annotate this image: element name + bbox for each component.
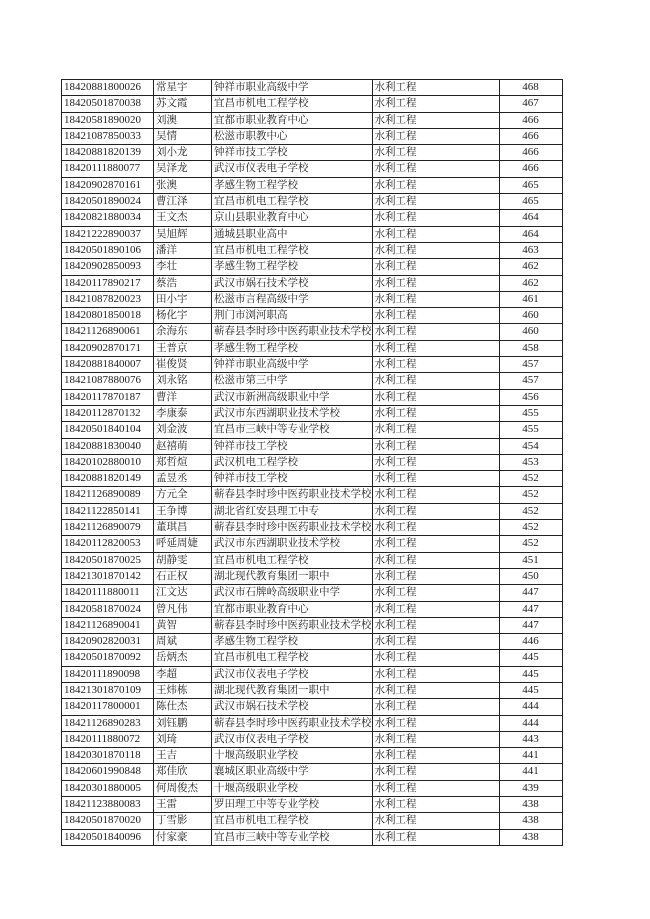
score-cell: 456 — [499, 389, 562, 405]
school-cell: 十堰高级职业学校 — [212, 748, 373, 764]
student-name-cell: 刘金波 — [154, 422, 212, 438]
school-cell: 蕲春县李时珍中医药职业技术学校 — [212, 487, 373, 503]
score-cell: 466 — [499, 145, 562, 161]
table-row — [62, 552, 563, 568]
school-cell: 孝感生物工程学校 — [212, 340, 373, 356]
major-cell: 水利工程 — [372, 422, 499, 438]
student-name-cell: 李壮 — [154, 259, 212, 275]
score-cell: 452 — [499, 520, 562, 536]
student-name-cell: 王吉 — [154, 748, 212, 764]
candidate-id-cell: 18421301870109 — [62, 682, 154, 698]
candidate-id-cell: 18420581870024 — [62, 601, 154, 617]
student-name-cell: 丁雪影 — [154, 813, 212, 829]
score-cell: 445 — [499, 682, 562, 698]
student-name-cell: 岳炳杰 — [154, 650, 212, 666]
score-cell: 444 — [499, 715, 562, 731]
candidate-id-cell: 18420117870187 — [62, 389, 154, 405]
school-cell: 宜都市职业教育中心 — [212, 601, 373, 617]
table-row — [62, 764, 563, 780]
student-name-cell: 李康泰 — [154, 405, 212, 421]
student-name-cell: 赵禧萌 — [154, 438, 212, 454]
candidate-id-cell: 18420111890098 — [62, 666, 154, 682]
student-name-cell: 王文杰 — [154, 210, 212, 226]
student-name-cell: 郑佳欣 — [154, 764, 212, 780]
major-cell: 水利工程 — [372, 503, 499, 519]
student-name-cell: 王炜栋 — [154, 682, 212, 698]
candidate-id-cell: 18421087850033 — [62, 128, 154, 144]
major-cell: 水利工程 — [372, 813, 499, 829]
table-row — [62, 80, 563, 96]
student-name-cell: 胡静雯 — [154, 552, 212, 568]
score-cell: 461 — [499, 291, 562, 307]
student-name-cell: 郑哲煊 — [154, 454, 212, 470]
score-cell: 453 — [499, 454, 562, 470]
candidate-id-cell: 18421087820023 — [62, 291, 154, 307]
major-cell: 水利工程 — [372, 80, 499, 96]
student-name-cell: 刘钰鹏 — [154, 715, 212, 731]
score-cell: 447 — [499, 617, 562, 633]
candidate-id-cell: 18420902870171 — [62, 340, 154, 356]
table-row — [62, 373, 563, 389]
table-row — [62, 585, 563, 601]
candidate-id-cell: 18420301870118 — [62, 748, 154, 764]
school-cell: 武汉市新洲高级职业中学 — [212, 389, 373, 405]
table-row — [62, 324, 563, 340]
student-name-cell: 付家豪 — [154, 829, 212, 845]
major-cell: 水利工程 — [372, 340, 499, 356]
school-cell: 湖北现代教育集团一职中 — [212, 682, 373, 698]
table-row — [62, 601, 563, 617]
table-row — [62, 650, 563, 666]
score-cell: 447 — [499, 601, 562, 617]
table-row — [62, 194, 563, 210]
candidate-id-cell: 18420581890020 — [62, 112, 154, 128]
score-cell: 438 — [499, 829, 562, 845]
candidate-id-cell: 18421222890037 — [62, 226, 154, 242]
score-cell: 441 — [499, 764, 562, 780]
score-cell: 454 — [499, 438, 562, 454]
table-row — [62, 275, 563, 291]
score-cell: 466 — [499, 128, 562, 144]
student-name-cell: 崔俊贤 — [154, 357, 212, 373]
major-cell: 水利工程 — [372, 145, 499, 161]
score-sheet — [61, 79, 563, 846]
score-cell: 438 — [499, 813, 562, 829]
major-cell: 水利工程 — [372, 242, 499, 258]
school-cell: 宜昌市机电工程学校 — [212, 650, 373, 666]
school-cell: 孝感生物工程学校 — [212, 634, 373, 650]
major-cell: 水利工程 — [372, 291, 499, 307]
school-cell: 宜昌市机电工程学校 — [212, 96, 373, 112]
major-cell: 水利工程 — [372, 682, 499, 698]
table-row — [62, 715, 563, 731]
candidate-id-cell: 18420111880072 — [62, 731, 154, 747]
major-cell: 水利工程 — [372, 112, 499, 128]
major-cell: 水利工程 — [372, 780, 499, 796]
major-cell: 水利工程 — [372, 666, 499, 682]
major-cell: 水利工程 — [372, 96, 499, 112]
school-cell: 钟祥市技工学校 — [212, 471, 373, 487]
score-cell: 464 — [499, 226, 562, 242]
score-cell: 444 — [499, 699, 562, 715]
student-name-cell: 曹江泽 — [154, 194, 212, 210]
student-name-cell: 常星宇 — [154, 80, 212, 96]
student-name-cell: 刘小龙 — [154, 145, 212, 161]
table-row — [62, 813, 563, 829]
student-name-cell: 张澳 — [154, 177, 212, 193]
table-row — [62, 128, 563, 144]
score-cell: 468 — [499, 80, 562, 96]
table-row — [62, 96, 563, 112]
score-cell: 466 — [499, 161, 562, 177]
student-name-cell: 方元全 — [154, 487, 212, 503]
candidate-id-cell: 18420111880011 — [62, 585, 154, 601]
score-cell: 457 — [499, 373, 562, 389]
table-row — [62, 291, 563, 307]
major-cell: 水利工程 — [372, 275, 499, 291]
candidate-id-cell: 18421123880083 — [62, 797, 154, 813]
major-cell: 水利工程 — [372, 308, 499, 324]
student-name-cell: 孟昱丞 — [154, 471, 212, 487]
school-cell: 武汉市娲石技术学校 — [212, 275, 373, 291]
major-cell: 水利工程 — [372, 210, 499, 226]
candidate-id-cell: 18421126890283 — [62, 715, 154, 731]
candidate-id-cell: 18421126890041 — [62, 617, 154, 633]
score-cell: 452 — [499, 536, 562, 552]
school-cell: 孝感生物工程学校 — [212, 177, 373, 193]
score-cell: 463 — [499, 242, 562, 258]
score-cell: 462 — [499, 275, 562, 291]
student-name-cell: 王普京 — [154, 340, 212, 356]
major-cell: 水利工程 — [372, 601, 499, 617]
major-cell: 水利工程 — [372, 699, 499, 715]
major-cell: 水利工程 — [372, 715, 499, 731]
table-row — [62, 699, 563, 715]
school-cell: 松滋市职教中心 — [212, 128, 373, 144]
table-row — [62, 780, 563, 796]
school-cell: 通城县职业高中 — [212, 226, 373, 242]
student-name-cell: 潘洋 — [154, 242, 212, 258]
student-name-cell: 王雷 — [154, 797, 212, 813]
table-row — [62, 520, 563, 536]
school-cell: 襄城区职业高级中学 — [212, 764, 373, 780]
score-cell: 467 — [499, 96, 562, 112]
score-cell: 455 — [499, 422, 562, 438]
major-cell: 水利工程 — [372, 731, 499, 747]
table-row — [62, 454, 563, 470]
table-row — [62, 145, 563, 161]
score-cell: 457 — [499, 357, 562, 373]
school-cell: 宜昌市机电工程学校 — [212, 242, 373, 258]
major-cell: 水利工程 — [372, 226, 499, 242]
major-cell: 水利工程 — [372, 357, 499, 373]
table-row — [62, 422, 563, 438]
candidate-id-cell: 18420881840007 — [62, 357, 154, 373]
school-cell: 宜昌市机电工程学校 — [212, 194, 373, 210]
table-row — [62, 503, 563, 519]
candidate-id-cell: 18420881820149 — [62, 471, 154, 487]
student-name-cell: 董琪昌 — [154, 520, 212, 536]
student-name-cell: 石正权 — [154, 568, 212, 584]
score-cell: 460 — [499, 324, 562, 340]
major-cell: 水利工程 — [372, 650, 499, 666]
student-name-cell: 曾凡伟 — [154, 601, 212, 617]
major-cell: 水利工程 — [372, 324, 499, 340]
candidate-id-cell: 18420501840096 — [62, 829, 154, 845]
table-row — [62, 242, 563, 258]
table-row — [62, 405, 563, 421]
major-cell: 水利工程 — [372, 797, 499, 813]
score-cell: 445 — [499, 650, 562, 666]
table-row — [62, 226, 563, 242]
candidate-id-cell: 18421301870142 — [62, 568, 154, 584]
score-cell: 465 — [499, 194, 562, 210]
student-name-cell: 刘琦 — [154, 731, 212, 747]
school-cell: 湖北省红安县理工中专 — [212, 503, 373, 519]
school-cell: 蕲春县李时珍中医药职业技术学校 — [212, 617, 373, 633]
candidate-id-cell: 18420112820053 — [62, 536, 154, 552]
score-cell: 466 — [499, 112, 562, 128]
major-cell: 水利工程 — [372, 829, 499, 845]
candidate-id-cell: 18420801850018 — [62, 308, 154, 324]
school-cell: 宜都市职业教育中心 — [212, 112, 373, 128]
candidate-id-cell: 18420902820031 — [62, 634, 154, 650]
candidate-id-cell: 18420501870025 — [62, 552, 154, 568]
table-row — [62, 617, 563, 633]
student-name-cell: 苏文霞 — [154, 96, 212, 112]
table-row — [62, 112, 563, 128]
major-cell: 水利工程 — [372, 568, 499, 584]
table-row — [62, 666, 563, 682]
school-cell: 武汉市石牌岭高级职业中学 — [212, 585, 373, 601]
student-name-cell: 何周俊杰 — [154, 780, 212, 796]
student-name-cell: 周斌 — [154, 634, 212, 650]
table-row — [62, 438, 563, 454]
major-cell: 水利工程 — [372, 552, 499, 568]
score-cell: 438 — [499, 797, 562, 813]
candidate-id-cell: 18421087880076 — [62, 373, 154, 389]
school-cell: 宜昌市机电工程学校 — [212, 552, 373, 568]
major-cell: 水利工程 — [372, 161, 499, 177]
candidate-id-cell: 18420501890106 — [62, 242, 154, 258]
student-name-cell: 刘澳 — [154, 112, 212, 128]
score-cell: 462 — [499, 259, 562, 275]
candidate-id-cell: 18420902870161 — [62, 177, 154, 193]
score-cell: 441 — [499, 748, 562, 764]
major-cell: 水利工程 — [372, 487, 499, 503]
student-name-cell: 蔡浩 — [154, 275, 212, 291]
school-cell: 武汉市东西湖职业技术学校 — [212, 536, 373, 552]
table-row — [62, 568, 563, 584]
student-name-cell: 吴泽龙 — [154, 161, 212, 177]
candidate-id-cell: 18420601990848 — [62, 764, 154, 780]
candidate-id-cell: 18421122850141 — [62, 503, 154, 519]
student-name-cell: 江文达 — [154, 585, 212, 601]
table-row — [62, 471, 563, 487]
school-cell: 松滋市言程高级中学 — [212, 291, 373, 307]
table-row — [62, 357, 563, 373]
major-cell: 水利工程 — [372, 764, 499, 780]
score-cell: 446 — [499, 634, 562, 650]
candidate-id-cell: 18420501840104 — [62, 422, 154, 438]
major-cell: 水利工程 — [372, 373, 499, 389]
major-cell: 水利工程 — [372, 177, 499, 193]
score-cell: 458 — [499, 340, 562, 356]
student-name-cell: 吴情 — [154, 128, 212, 144]
score-cell: 452 — [499, 471, 562, 487]
score-cell: 451 — [499, 552, 562, 568]
score-cell: 443 — [499, 731, 562, 747]
score-cell: 464 — [499, 210, 562, 226]
school-cell: 武汉机电工程学校 — [212, 454, 373, 470]
candidate-id-cell: 18420501870038 — [62, 96, 154, 112]
candidate-id-cell: 18420501870020 — [62, 813, 154, 829]
table-row — [62, 161, 563, 177]
results-table — [61, 79, 563, 846]
school-cell: 宜昌市机电工程学校 — [212, 813, 373, 829]
table-row — [62, 177, 563, 193]
school-cell: 荆门市浏河职高 — [212, 308, 373, 324]
candidate-id-cell: 18420902850093 — [62, 259, 154, 275]
score-cell: 439 — [499, 780, 562, 796]
school-cell: 京山县职业教育中心 — [212, 210, 373, 226]
school-cell: 武汉市仪表电子学校 — [212, 731, 373, 747]
student-name-cell: 王争博 — [154, 503, 212, 519]
score-cell: 450 — [499, 568, 562, 584]
candidate-id-cell: 18420881820139 — [62, 145, 154, 161]
score-cell: 445 — [499, 666, 562, 682]
school-cell: 十堰高级职业学校 — [212, 780, 373, 796]
major-cell: 水利工程 — [372, 748, 499, 764]
major-cell: 水利工程 — [372, 520, 499, 536]
school-cell: 孝感生物工程学校 — [212, 259, 373, 275]
major-cell: 水利工程 — [372, 438, 499, 454]
school-cell: 蕲春县李时珍中医药职业技术学校 — [212, 324, 373, 340]
table-row — [62, 487, 563, 503]
major-cell: 水利工程 — [372, 536, 499, 552]
school-cell: 钟祥市职业高级中学 — [212, 80, 373, 96]
major-cell: 水利工程 — [372, 194, 499, 210]
score-cell: 447 — [499, 585, 562, 601]
student-name-cell: 杨化宇 — [154, 308, 212, 324]
major-cell: 水利工程 — [372, 634, 499, 650]
school-cell: 宜昌市三峡中等专业学校 — [212, 422, 373, 438]
score-cell: 455 — [499, 405, 562, 421]
major-cell: 水利工程 — [372, 617, 499, 633]
results-table-body — [62, 80, 563, 846]
school-cell: 钟祥市技工学校 — [212, 438, 373, 454]
school-cell: 武汉市仪表电子学校 — [212, 666, 373, 682]
candidate-id-cell: 18420117890217 — [62, 275, 154, 291]
score-cell: 465 — [499, 177, 562, 193]
student-name-cell: 余海东 — [154, 324, 212, 340]
student-name-cell: 李超 — [154, 666, 212, 682]
candidate-id-cell: 18420112870132 — [62, 405, 154, 421]
school-cell: 罗田理工中等专业学校 — [212, 797, 373, 813]
candidate-id-cell: 18420821880034 — [62, 210, 154, 226]
score-cell: 452 — [499, 503, 562, 519]
school-cell: 武汉市仪表电子学校 — [212, 161, 373, 177]
candidate-id-cell: 18420111880077 — [62, 161, 154, 177]
student-name-cell: 呼延周婕 — [154, 536, 212, 552]
table-row — [62, 829, 563, 845]
candidate-id-cell: 18420301880005 — [62, 780, 154, 796]
school-cell: 钟祥市技工学校 — [212, 145, 373, 161]
table-row — [62, 682, 563, 698]
school-cell: 松滋市第三中学 — [212, 373, 373, 389]
major-cell: 水利工程 — [372, 471, 499, 487]
school-cell: 武汉市娲石技术学校 — [212, 699, 373, 715]
candidate-id-cell: 18420102880010 — [62, 454, 154, 470]
student-name-cell: 刘永铭 — [154, 373, 212, 389]
school-cell: 钟祥市职业高级中学 — [212, 357, 373, 373]
candidate-id-cell: 18420881830040 — [62, 438, 154, 454]
student-name-cell: 陈仕杰 — [154, 699, 212, 715]
score-cell: 452 — [499, 487, 562, 503]
table-row — [62, 797, 563, 813]
school-cell: 湖北现代教育集团一职中 — [212, 568, 373, 584]
student-name-cell: 曹洋 — [154, 389, 212, 405]
student-name-cell: 黄智 — [154, 617, 212, 633]
candidate-id-cell: 18420501890024 — [62, 194, 154, 210]
table-row — [62, 748, 563, 764]
table-row — [62, 389, 563, 405]
school-cell: 蕲春县李时珍中医药职业技术学校 — [212, 520, 373, 536]
table-row — [62, 210, 563, 226]
score-cell: 460 — [499, 308, 562, 324]
table-row — [62, 259, 563, 275]
major-cell: 水利工程 — [372, 585, 499, 601]
school-cell: 武汉市东西湖职业技术学校 — [212, 405, 373, 421]
major-cell: 水利工程 — [372, 454, 499, 470]
major-cell: 水利工程 — [372, 405, 499, 421]
candidate-id-cell: 18420501870092 — [62, 650, 154, 666]
school-cell: 蕲春县李时珍中医药职业技术学校 — [212, 715, 373, 731]
table-row — [62, 731, 563, 747]
candidate-id-cell: 18421126890089 — [62, 487, 154, 503]
table-row — [62, 634, 563, 650]
school-cell: 宜昌市三峡中等专业学校 — [212, 829, 373, 845]
candidate-id-cell: 18420117800001 — [62, 699, 154, 715]
candidate-id-cell: 18421126890061 — [62, 324, 154, 340]
major-cell: 水利工程 — [372, 259, 499, 275]
table-row — [62, 536, 563, 552]
table-row — [62, 308, 563, 324]
major-cell: 水利工程 — [372, 389, 499, 405]
major-cell: 水利工程 — [372, 128, 499, 144]
table-row — [62, 340, 563, 356]
candidate-id-cell: 18420881800026 — [62, 80, 154, 96]
candidate-id-cell: 18421126890079 — [62, 520, 154, 536]
student-name-cell: 田小宇 — [154, 291, 212, 307]
student-name-cell: 吴旭辉 — [154, 226, 212, 242]
